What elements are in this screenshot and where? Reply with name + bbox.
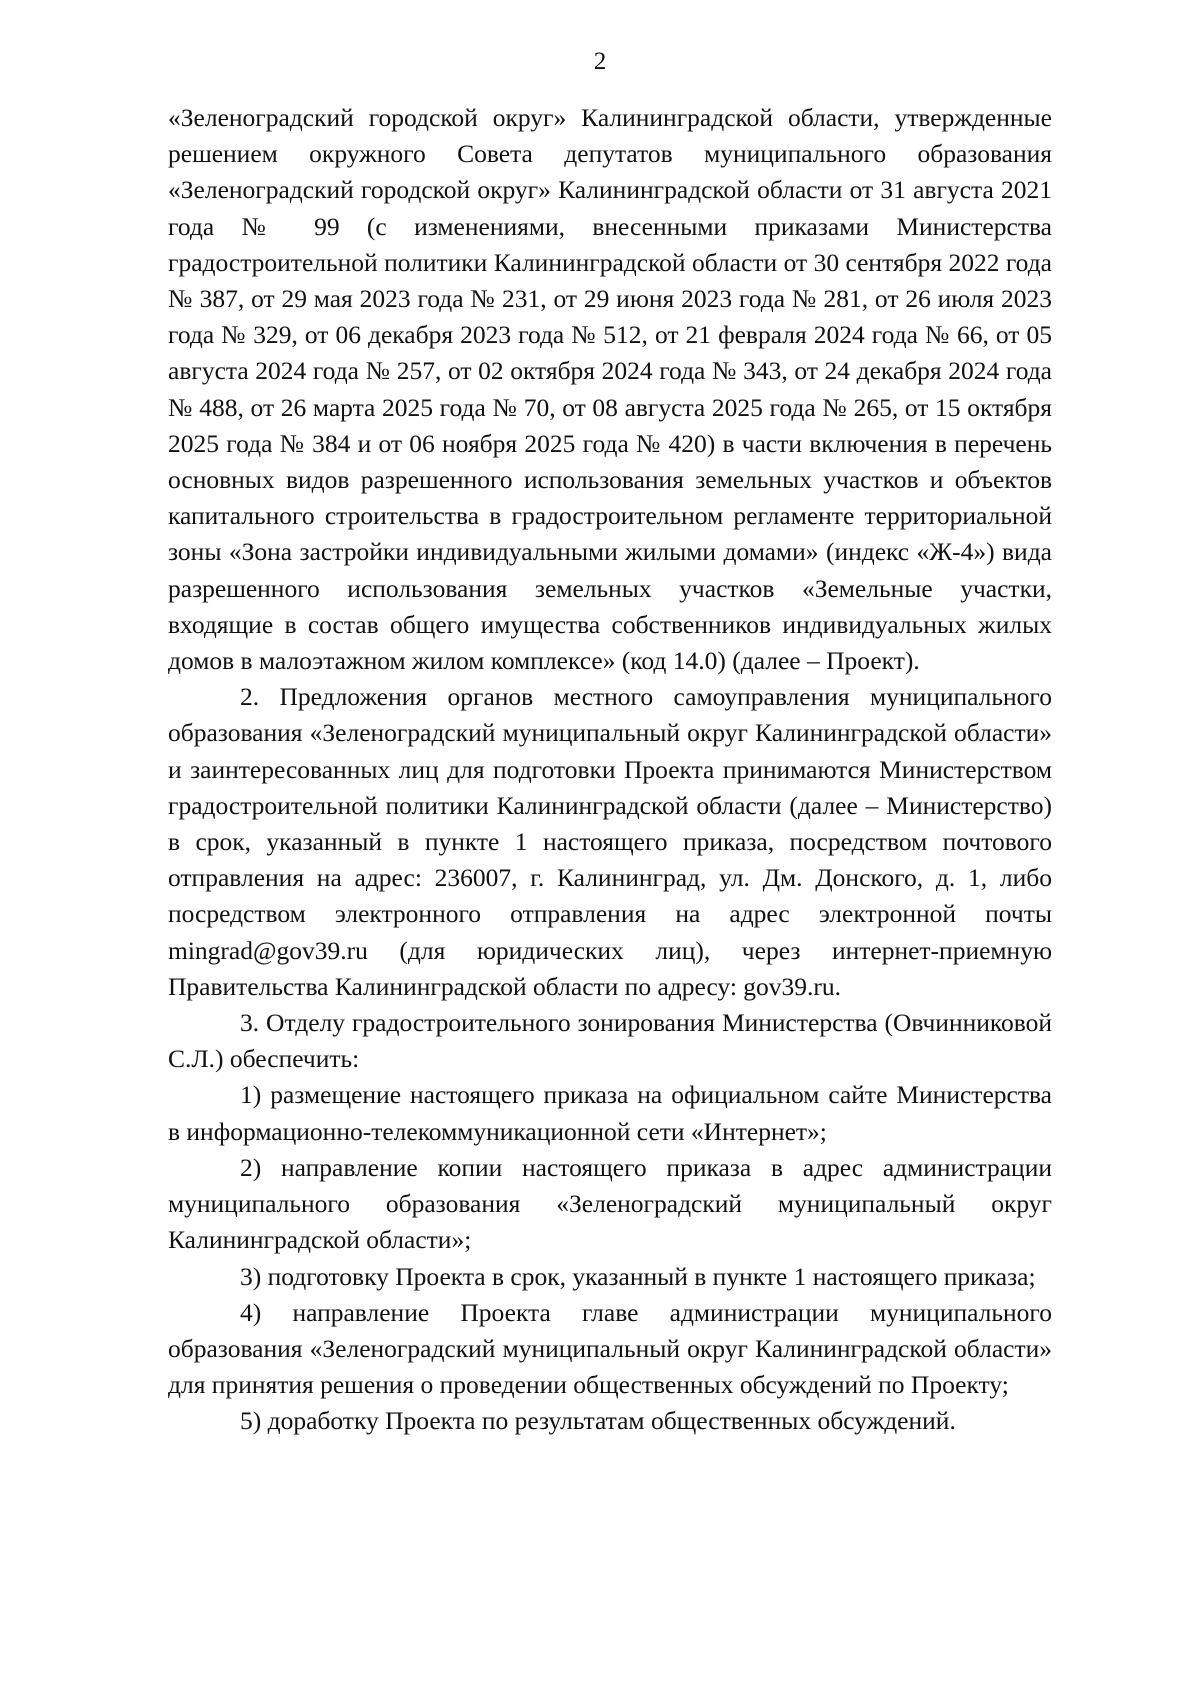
subitem-1: 1) размещение настоящего приказа на официальном сайте Министерства в информационно-телекоммуникационной сети «Интернет»; — [168, 1080, 1052, 1146]
paragraph-item-3: 3. Отделу градостроительного зонирования Министерства (Овчинниковой С.Л.) обеспечить: — [168, 1008, 1052, 1074]
document-body — [168, 100, 1052, 1440]
subitem-2: 2) направление копии настоящего приказа в адрес администрации муниципального образования «Зеленоградский муниципальный округ Калининградской области»; — [168, 1152, 1052, 1255]
paragraph-item-2: 2. Предложения органов местного самоуправления муниципального образования «Зеленоградский муниципальный округ Калининградской области» и заинтересованных лиц для подготовки Проекта принимаются Министерством градостроительной политики Калининградской области (далее – Министерство) в срок, указанный в пункте 1 настоящего приказа, посредством почтового отправления на адрес: 236007, г. Калининград, ул. Дм. Донского, д. 1, либо посредством электронного отправления на адрес электронной почты mingrad@gov39.ru (для юридических лиц), через интернет-приемную Правительства Калининградской области по адресу: gov39.ru. — [168, 682, 1052, 1001]
subitem-3: 3) подготовку Проекта в срок, указанный в пункте 1 настоящего приказа; — [240, 1261, 1036, 1291]
subitem-5: 5) доработку Проекта по результатам общественных обсуждений. — [240, 1406, 956, 1436]
paragraph-continuation: «Зеленоградский городской округ» Калининградской области, утвержденные решением окружного Совета депутатов муниципального образования «Зеленоградский городской округ» Калининградской области от 31 августа 2021 года № 99 (с изменениями, внесенными приказами Министерства градостроительной политики Калининградской области от 30 сентября 2022 года № 387, от 29 мая 2023 года № 231, от 29 июня 2023 года № 281, от 26 июля 2023 года № 329, от 06 декабря 2023 года № 512, от 21 февраля 2024 года № 66, от 05 августа 2024 года № 257, от 02 октября 2024 года № 343, от 24 декабря 2024 года № 488, от 26 марта 2025 года № 70, от 08 августа 2025 года № 265, от 15 октября 2025 года № 384 и от 06 ноября 2025 года № 420) в части включения в перечень основных видов разрешенного использования земельных участков и объектов капитального строительства в градостроительном регламенте территориальной зоны «Зона застройки индивидуальными жилыми домами» (индекс «Ж-4») вида разрешенного использования земельных участков «Земельные участки, входящие в состав общего имущества собственников индивидуальных жилых домов в малоэтажном жилом комплексе» (код 14.0) (далее – Проект). — [168, 103, 1052, 676]
subitem-4: 4) направление Проекта главе администрации муниципального образования «Зеленоградский муниципальный округ Калининградской области» для принятия решения о проведении общественных обсуждений по Проекту; — [168, 1297, 1052, 1400]
page-number: 2 — [593, 48, 607, 75]
